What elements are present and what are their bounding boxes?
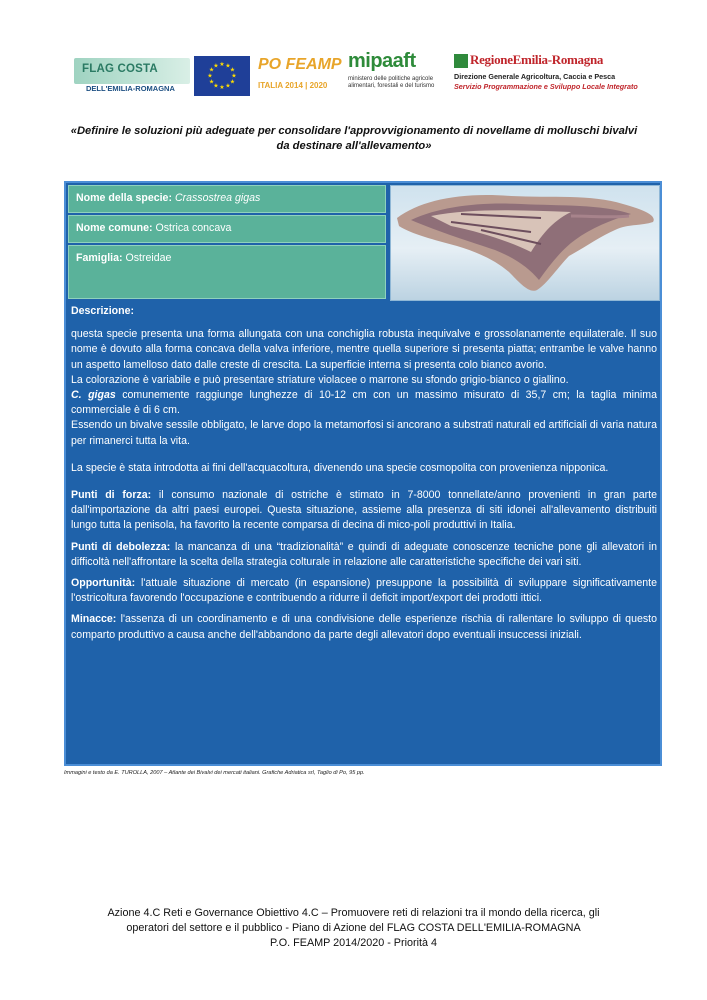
svg-text:★: ★ — [219, 84, 225, 92]
family-row — [68, 245, 386, 299]
threats-paragraph — [71, 612, 657, 642]
flag-logo-title: FLAG COSTA — [82, 63, 158, 75]
svg-text:★: ★ — [208, 66, 215, 74]
footer-line-2: operatori del settore e il pubblico - Piano di Azione del FLAG COSTA DELL'EMILIA-ROMAGNA — [126, 922, 581, 934]
common-name-label: Nome comune: — [76, 222, 153, 234]
regione-mark-icon — [454, 54, 468, 68]
introduction-paragraph: La specie è stata introdotta ai fini dell'acquacoltura, divenendo una specie cosmopolita con provenienza nipponica. — [71, 461, 609, 474]
svg-text:★: ★ — [229, 66, 236, 74]
flag-costa-logo — [74, 58, 190, 94]
family-label: Famiglia: — [76, 252, 123, 264]
habitat-paragraph: Essendo un bivalve sessile obbligato, le larve dopo la metamorfosi si ancorano a substrati naturali ed artificiali di varia natura per rimanerci tutta la vita. — [71, 419, 657, 447]
size-text: comunemente raggiunge lunghezze di 10-12 cm con un massimo misurato di 35,7 cm; la taglia minima commerciale è di 6 cm. — [71, 389, 657, 417]
strengths-paragraph — [71, 488, 657, 534]
svg-text:★: ★ — [219, 61, 225, 68]
mipaaft-logo — [348, 50, 448, 100]
regione-title: RegioneEmilia-Romagna — [470, 52, 604, 67]
footer-line-3: P.O. FEAMP 2014/2020 - Priorità 4 — [269, 937, 438, 949]
regione-service: Servizio Programmazione e Sviluppo Locale Integrato — [454, 82, 638, 91]
weaknesses-paragraph — [71, 540, 657, 570]
species-info-table — [66, 183, 388, 300]
svg-text:★: ★ — [213, 62, 219, 70]
common-name-value: Ostrica concava — [155, 222, 232, 234]
oyster-photo — [390, 185, 660, 301]
svg-text:★: ★ — [229, 78, 236, 86]
family-value: Ostreidae — [125, 252, 172, 264]
coloration-paragraph: La colorazione è variabile e può presentare striature violacee o marrone su sfondo grigio-bianco o giallino. — [71, 373, 569, 386]
species-name-value: Crassostrea gigas — [174, 192, 261, 204]
strengths-text: il consumo nazionale di ostriche è stimato in 7-8000 tonnellate/anno provenienti in gran parte dall'importazione da altri paesi europei. Questa situazione, assieme alla presenza di siti idonei all'allevamento distribuiti lungo tutta la penisola, ha favorito la recente comparsa di decina di mico-poli produttivi in Italia. — [71, 489, 657, 532]
svg-text:★: ★ — [208, 78, 215, 86]
description-section — [71, 304, 657, 649]
threats-text: l'assenza di un coordinamento e di una condivisione delle esperienze rischia di rallentare lo sviluppo di questo comparto produttivo a causa anche dell'abbandono da parte degli allevatori dopo eventuali insuccessi iniziali. — [71, 613, 657, 641]
po-feamp-subtitle: ITALIA 2014 | 2020 — [258, 81, 328, 90]
svg-text:★: ★ — [213, 82, 219, 90]
species-abbrev: C. gigas — [71, 389, 116, 402]
svg-text:★: ★ — [231, 72, 237, 80]
eu-flag-logo — [194, 56, 250, 96]
po-feamp-logo — [258, 56, 346, 96]
po-feamp-title: PO FEAMP — [258, 56, 342, 73]
mipaaft-title: mipaaft — [348, 50, 416, 72]
image-credit: Immagini e testo da E. TUROLLA, 2007 – Atlante dei Bivalvi dei mercati italiani. Grafiche Adriatica srl, Taglio di Po, 95 pp. — [64, 770, 365, 776]
regione-emilia-romagna-logo — [454, 52, 638, 104]
eu-stars-icon — [194, 56, 250, 96]
opportunities-paragraph — [71, 576, 657, 606]
opportunities-text: l'attuale situazione di mercato (in espansione) presuppone la possibilità di sviluppare significativamente l'ostricoltura favorendo l'occupazione e contribuendo a ridurre il deficit import/export dei prodotti ittici. — [71, 577, 657, 605]
species-name-row — [68, 185, 386, 213]
species-name-label: Nome della specie: — [76, 192, 172, 204]
weaknesses-text: la mancanza di una “tradizionalità” e quindi di adeguate conoscenze tecniche pone gli allevatori in difficoltà nell'affrontare la scelta della strategia colturale in relazione alle caratteristiche specifiche dei vari siti. — [71, 540, 657, 568]
svg-text:★: ★ — [225, 82, 231, 90]
species-card — [64, 181, 662, 766]
project-title: «Definire le soluzioni più adeguate per consolidare l'approvvigionamento di novellame di molluschi bivalvi da destinare all'allevamento» — [70, 125, 638, 152]
svg-text:★: ★ — [207, 72, 213, 80]
footer-line-1: Azione 4.C Reti e Governance Obiettivo 4.C – Promuovere reti di relazioni tra il mondo della ricerca, gli — [107, 907, 600, 919]
flag-logo-subtitle: DELL'EMILIA-ROMAGNA — [86, 84, 175, 93]
weaknesses-label: Punti di debolezza: — [71, 540, 171, 553]
size-paragraph — [71, 388, 657, 418]
threats-label: Minacce: — [71, 613, 117, 626]
mipaaft-subtitle: ministero delle politiche agricole alimentari, forestali e del turismo — [348, 76, 435, 89]
opportunities-label: Opportunità: — [71, 577, 136, 590]
regione-directorate: Direzione Generale Agricoltura, Caccia e Pesca — [454, 72, 616, 81]
svg-text:★: ★ — [225, 62, 231, 70]
strengths-label: Punti di forza: — [71, 489, 152, 502]
page-footer — [70, 906, 637, 951]
oyster-shell-image — [391, 186, 659, 300]
logo-strip — [74, 50, 638, 106]
description-paragraph: questa specie presenta una forma allungata con una conchiglia robusta inequivalve e grossolanamente equilaterale. Il suo nome è dovuto alla forma concava della valva inferiore, mentre quella superiore si presenta piatta; entrambe le valve hanno un aspetto lamelloso dato dalle creste di crescita. La superficie interna si presenta colo bianco avorio. — [71, 328, 657, 371]
common-name-row — [68, 215, 386, 243]
description-heading: Descrizione: — [71, 305, 134, 317]
